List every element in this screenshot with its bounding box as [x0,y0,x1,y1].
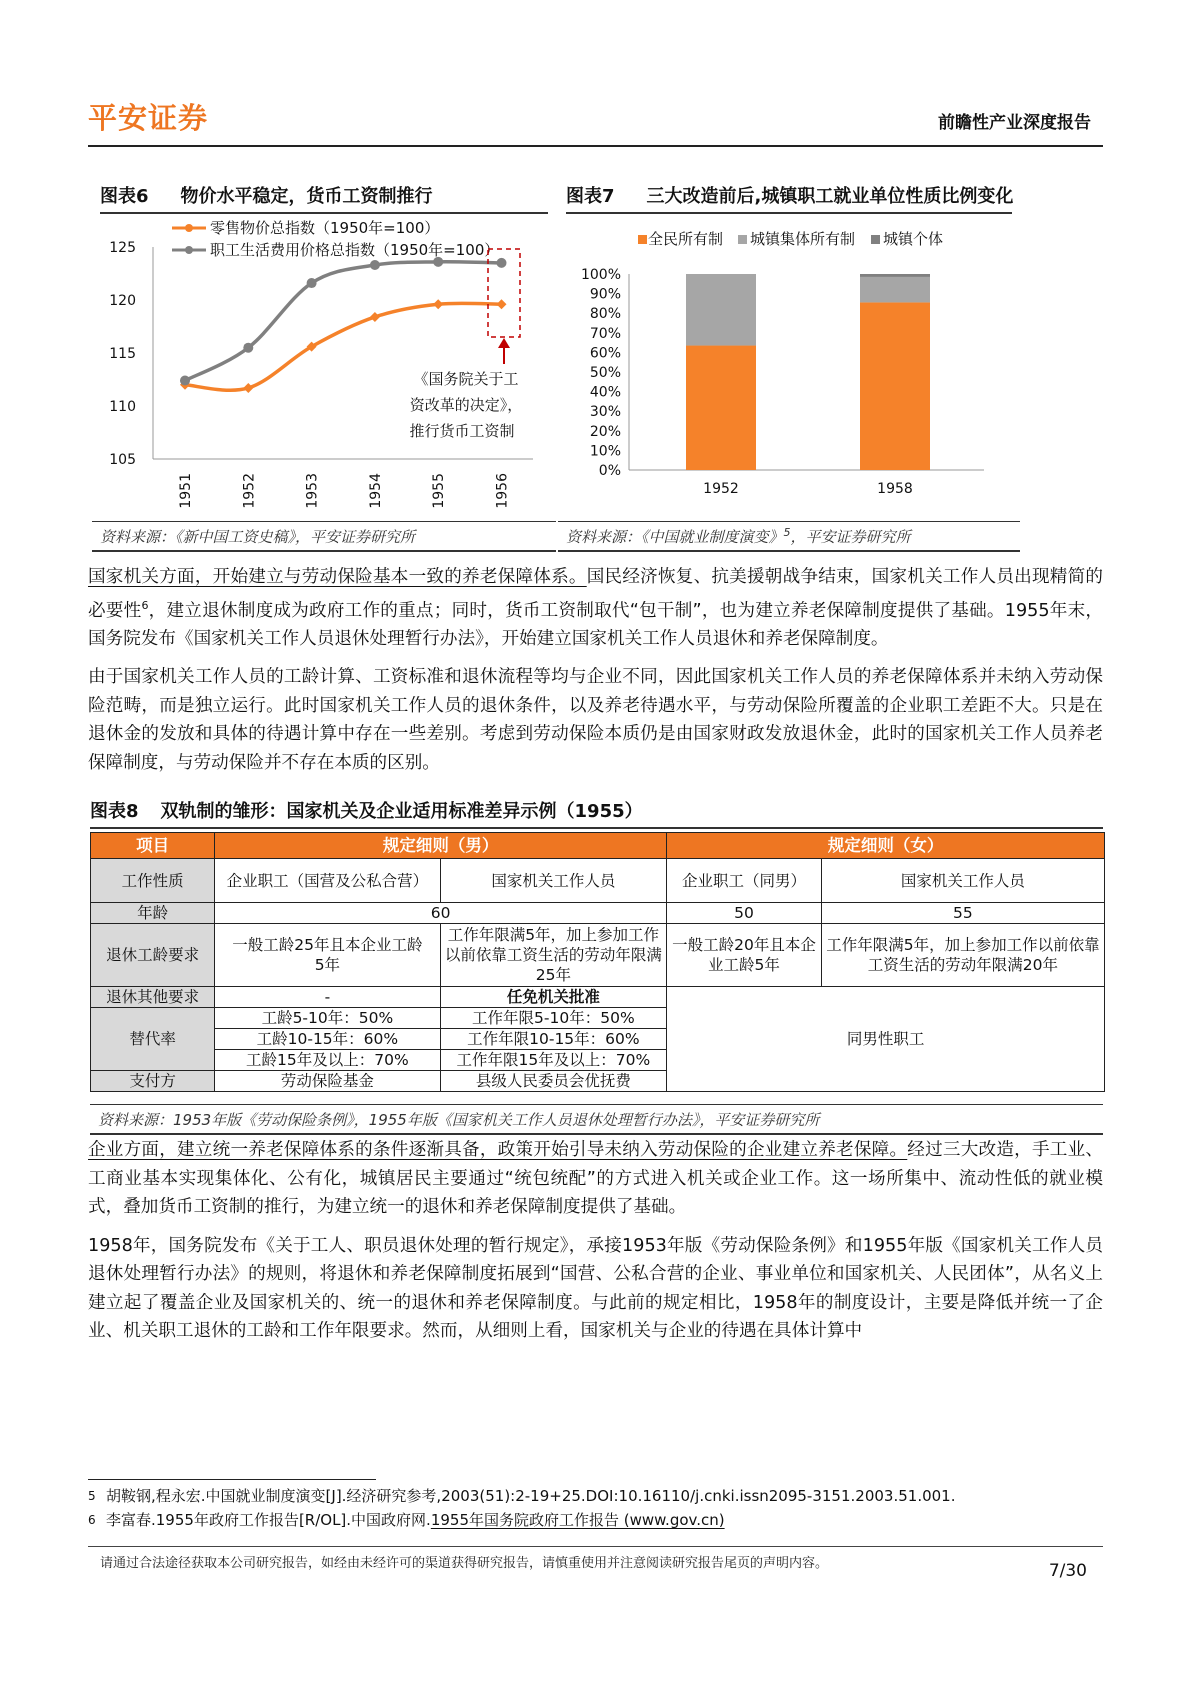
figure6-legend-living-cost: 职工生活费用价格总指数（1950年=100） [210,241,500,259]
y-tick-label: 115 [109,346,136,362]
figure7-legend-state-owned: 全民所有制 [648,230,724,248]
figure6-title [100,182,548,214]
y-tick-label: 90% [589,286,621,303]
row-label-seniority: 退休工龄要求 [91,924,215,987]
cell-seniority-male-gov: 工作年限满5年，加上参加工作以前依靠工资生活的劳动年限满25年 [440,924,667,987]
cell-age-female-ent: 50 [667,903,822,924]
legend-swatch-collective [738,235,747,244]
figure7-number: 图表7 [566,186,615,207]
figure6-series-living-cost-line [185,262,502,381]
y-tick-label: 60% [589,345,621,362]
body-text-block-1 [88,563,1103,787]
legend-swatch-state-owned [638,235,647,244]
figure6-legend-retail: 零售物价总指数（1950年=100） [210,219,440,237]
table-row-age [91,903,1105,924]
figure8-title [90,797,1103,829]
data-point-retail [497,299,507,309]
figure6-annotation-line1: 《国务院关于工 [413,370,519,388]
figure6-line-chart [100,212,550,516]
paragraph-2: 由于国家机关工作人员的工龄计算、工资标准和退休流程等均与企业不同，因此国家机关工作人员的养老保障体系并未纳入劳动保险范畴，而是独立运行。此时国家机关工作人员的退休条件，以及养老待遇水平，与劳动保险所覆盖的企业职工差距不大。只是在退休金的发放和具体的待遇计算中存在一些差别。考虑到劳动保险本质仍是由国家财政发放退休金，此时的国家机关工作人员养老保障制度，与劳动保险并不存在本质的区别。 [88,667,1103,773]
cell-seniority-female-ent: 一般工龄20年且本企业工龄5年 [667,924,822,987]
report-type: 前瞻性产业深度报告 [938,113,1091,133]
table-row-other [91,987,1105,1008]
figure8-source: 资料来源：1953年版《劳动保险条例》，1955年版《国家机关工作人员退休处理暂行办法》，平安证券研究所 [90,1104,1103,1135]
data-point-retail [433,299,443,309]
page-number: 7/30 [1048,1561,1087,1581]
legend-marker-living-cost [185,246,193,254]
x-tick-label: 1952 [241,473,258,509]
cell-age-female-gov: 55 [821,903,1104,924]
y-tick-label: 100% [580,267,621,283]
figure8-table-wrap [90,832,1105,1092]
figure7-source-footnote-ref[interactable]: 5 [783,526,791,539]
bar-segment [686,346,756,470]
header-divider [88,145,1103,147]
data-point-living-cost [243,343,253,353]
table-header-row [91,833,1105,859]
footnote-5-text: 胡鞍钢,程永宏.中国就业制度演变[J].经济研究参考,2003(51):2-19+25.DOI:10.16110/j.cnki.issn2095-3151.2003.51.001. [106,1487,956,1505]
cell-replacement-ent-2: 工龄10-15年：60% [215,1029,440,1050]
figure7-title-text: 三大改造前后,城镇职工就业单位性质比例变化 [646,186,1014,207]
footer-disclaimer: 请通过合法途径获取本公司研究报告，如经由未经许可的渠道获得研究报告，请慎重使用并注意阅读研究报告尾页的声明内容。 [100,1556,829,1571]
body-text-block-2 [88,1136,1103,1356]
data-point-living-cost [497,258,507,268]
figure6-annotation-line2: 资改革的决定》， [409,396,523,414]
table-row-seniority [91,924,1105,987]
data-point-living-cost [180,376,190,386]
figure8-title-text: 双轨制的雏形：国家机关及企业适用标准差异示例（1955） [160,801,643,822]
figure6-title-text: 物价水平稳定，货币工资制推行 [180,186,433,207]
y-tick-label: 0% [598,463,621,479]
footnote-5 [88,1484,956,1508]
paragraph-1-text-b: ，建立退休制度成为政府工作的重点；同时，货币工资制取代“包干制”，也为建立养老保障制度提供了基础。1955年末，国务院发布《国家机关工作人员退休处理暂行办法》，开始建立国家机关工作人员退休和养老保障制度。 [88,600,1103,649]
data-point-retail [243,383,253,393]
footnote-6-text: 李富春.1955年政府工作报告[R/OL].中国政府网. [106,1511,431,1529]
figure6-annotation-line3: 推行货币工资制 [409,422,515,440]
footnote-divider [88,1479,376,1480]
figure7-source [558,521,1020,552]
legend-swatch-individual [871,235,880,244]
cell-seniority-female-gov: 工作年限满5年，加上参加工作以前依靠工资生活的劳动年限满20年 [821,924,1104,987]
figure6-x-axis [178,473,511,509]
cell-age-male: 60 [215,903,667,924]
row-label-other: 退休其他要求 [91,987,215,1008]
x-tick-label: 1954 [367,473,384,509]
cell-seniority-male-ent: 一般工龄25年且本企业工龄5年 [215,924,440,987]
figure7-bars [686,274,930,470]
data-point-living-cost [370,260,380,270]
legend-marker-retail [185,224,193,232]
y-tick-label: 70% [589,325,621,342]
cell-other-male-gov: 任免机关批准 [440,987,667,1008]
figure7-legend [638,230,943,248]
x-tick-label: 1955 [431,473,448,509]
y-tick-label: 125 [109,240,136,256]
bar-segment [686,274,756,346]
data-point-living-cost [307,278,317,288]
row-label-payer: 支付方 [91,1071,215,1092]
footnote-5-number: 5 [88,1489,96,1503]
figure8-number: 图表8 [90,801,139,822]
x-tick-label: 1958 [877,481,913,497]
footnote-6-number: 6 [88,1513,96,1527]
footnote-ref-6[interactable]: 6 [141,598,149,612]
y-tick-label: 105 [109,452,136,468]
data-point-retail [370,312,380,322]
figure7-source-tail: ，平安证券研究所 [790,528,911,546]
paragraph-1-lead: 国家机关方面，开始建立与劳动保险基本一致的养老保障体系。 [88,567,587,587]
figure7-source-text: 资料来源：《中国就业制度演变》 [566,528,784,546]
company-logo: 平安证券 [88,101,209,135]
figure8-table [90,832,1105,1092]
arrow-up-icon [498,338,510,348]
bar-segment [860,274,930,277]
footnote-6-link[interactable]: 1955年国务院政府工作报告 (www.gov.cn) [430,1511,725,1529]
footer-divider [88,1546,1103,1547]
figure7-y-axis [581,267,621,479]
table-row-nature [91,859,1105,903]
figure7-stacked-bar-chart [566,222,1012,508]
figure6-number: 图表6 [100,186,149,207]
y-tick-label: 50% [589,365,621,381]
cell-replacement-ent-3: 工龄15年及以上：70% [215,1050,440,1071]
bar-segment [860,302,930,470]
paragraph-3-lead: 企业方面，建立统一养老保障体系的条件逐渐具备，政策开始引导未纳入劳动保险的企业建立养老保障。 [88,1140,908,1160]
y-tick-label: 110 [109,399,136,415]
bar-segment [860,277,930,302]
figure6-source: 资料来源：《新中国工资史稿》，平安证券研究所 [92,521,556,552]
paragraph-1 [88,563,1103,653]
y-tick-label: 80% [589,306,621,323]
paragraph-3-text: 经过三大改造，手工业、工商业基本实现集体化、公有化，城镇居民主要通过“统包统配”的方式进入机关或企业工作。这一场所集中、流动性低的就业模式，叠加货币工资制的推行，为建立统一的退休和养老保障制度提供了基础。 [88,1140,1103,1217]
row-label-replacement: 替代率 [91,1008,215,1071]
paragraph-4: 1958年，国务院发布《关于工人、职员退休处理的暂行规定》，承接1953年版《劳动保险条例》和1955年版《国家机关工作人员退休处理暂行办法》的规则，将退休和养老保障制度拓展到“国营、公私合营的企业、事业单位和国家机关、人民团体”，从名义上建立起了覆盖企业及国家机关的、统一的退休和养老保障制度。与此前的规定相比，1958年的制度设计，主要是降低并统一了企业、机关职工退休的工龄和工作年限要求。然而，从细则上看，国家机关与企业的待遇在具体计算中 [88,1235,1103,1341]
cell-payer-ent: 劳动保险基金 [215,1071,440,1092]
cell-nature-female-gov: 国家机关工作人员 [821,859,1104,903]
cell-female-same-as-male: 同男性职工 [667,987,1105,1092]
paragraph-1-text-a: 国民经济恢复、抗美援朝战争结束，国家机关工作人员出现精简的必要性 [88,567,1103,621]
header-male: 规定细则（男） [215,833,667,859]
cell-payer-gov: 县级人民委员会优抚费 [440,1071,667,1092]
cell-replacement-gov-2: 工作年限10-15年：60% [440,1029,667,1050]
cell-replacement-gov-1: 工作年限5-10年：50% [440,1008,667,1029]
figure7-title [566,182,1012,214]
row-label-nature: 工作性质 [91,859,215,903]
footnote-6 [88,1508,725,1532]
y-tick-label: 30% [589,404,621,421]
paragraph-3 [88,1136,1103,1222]
cell-nature-male-gov: 国家机关工作人员 [440,859,667,903]
row-label-age: 年龄 [91,903,215,924]
x-tick-label: 1953 [304,473,321,509]
cell-replacement-gov-3: 工作年限15年及以上：70% [440,1050,667,1071]
header-item: 项目 [91,833,215,859]
x-tick-label: 1952 [703,481,739,497]
x-tick-label: 1951 [178,473,194,509]
y-tick-label: 120 [109,293,136,309]
y-tick-label: 10% [589,443,621,460]
y-tick-label: 20% [589,423,621,440]
y-tick-label: 40% [589,384,621,401]
header-female: 规定细则（女） [667,833,1105,859]
figure7-x-axis [703,481,913,497]
x-tick-label: 1956 [494,473,511,509]
figure7-legend-collective: 城镇集体所有制 [750,230,856,248]
cell-replacement-ent-1: 工龄5-10年：50% [215,1008,440,1029]
figure6-y-axis [109,240,136,468]
figure7-legend-individual: 城镇个体 [883,230,944,248]
cell-nature-male-ent: 企业职工（国营及公私合营） [215,859,440,903]
cell-other-male-ent: - [215,987,440,1008]
cell-nature-female-ent: 企业职工（同男） [667,859,822,903]
